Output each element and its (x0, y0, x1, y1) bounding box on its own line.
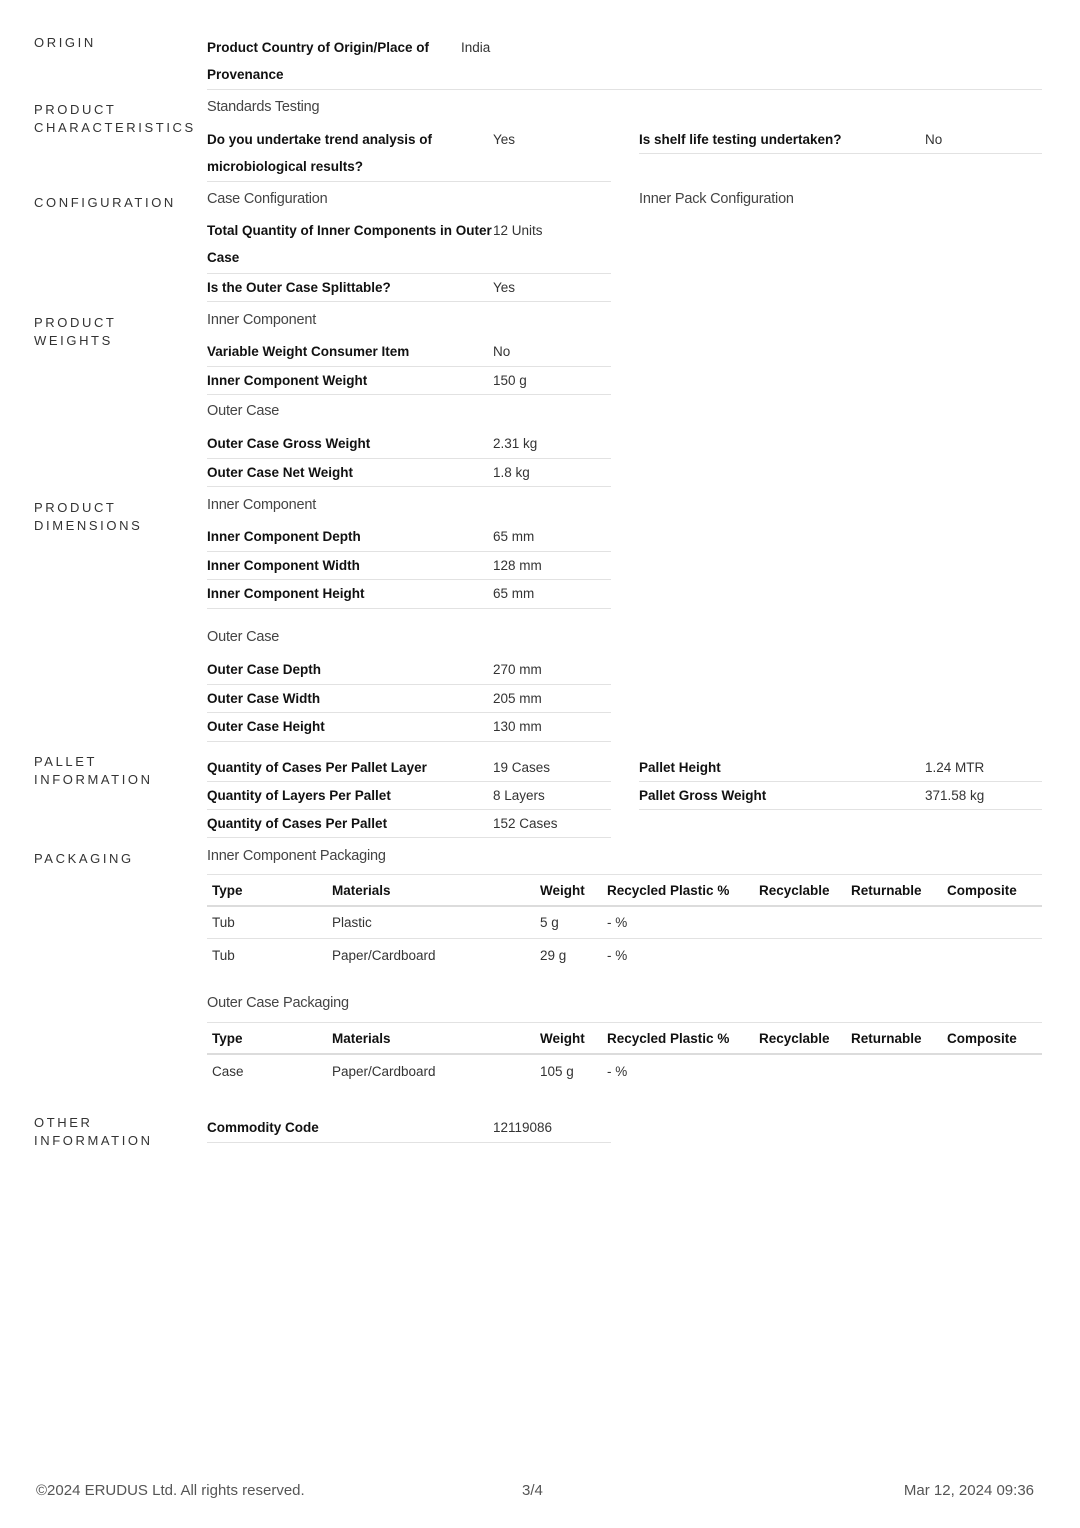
section-label-pallet-information: PALLET INFORMATION (34, 754, 153, 787)
outer-gross-weight-value: 2.31 kg (493, 436, 538, 451)
inner-height-label: Inner Component Height (207, 586, 365, 601)
shelf-life-label: Is shelf life testing undertaken? (639, 132, 842, 147)
layers-per-pallet-label: Quantity of Layers Per Pallet (207, 788, 391, 803)
splittable-label: Is the Outer Case Splittable? (207, 280, 391, 295)
section-label-product-dimensions: PRODUCT DIMENSIONS (34, 500, 143, 533)
inner-depth-value: 65 mm (493, 529, 535, 544)
outer-packaging-table (207, 1022, 1042, 1087)
cases-per-layer-value: 19 Cases (493, 760, 551, 775)
column-header-weight: Weight (540, 1030, 585, 1046)
inner-weight-value: 150 g (493, 373, 527, 388)
column-header-composite: Composite (947, 882, 1017, 898)
footer-date: Mar 12, 2024 09:36 (903, 1482, 1034, 1499)
inner-component-packaging-heading: Inner Component Packaging (207, 848, 386, 864)
cell-weight: 29 g (540, 947, 567, 963)
variable-weight-row (207, 338, 611, 367)
layers-per-pallet-row (207, 782, 611, 810)
section-label-product-weights: PRODUCT WEIGHTS (34, 315, 117, 348)
column-header-recyclable: Recyclable (759, 1030, 830, 1046)
column-header-type: Type (212, 1030, 243, 1046)
outer-depth-label: Outer Case Depth (207, 662, 322, 677)
inner-width-row (207, 552, 611, 580)
cell-recycled-plastic: - % (607, 915, 628, 930)
column-header-materials: Materials (332, 882, 391, 898)
pallet-height-label: Pallet Height (639, 760, 721, 775)
layers-per-pallet-value: 8 Layers (493, 788, 545, 803)
commodity-code-value: 12119086 (493, 1120, 553, 1135)
splittable-value: Yes (493, 280, 516, 295)
inner-weight-row (207, 367, 611, 395)
inner-width-value: 128 mm (493, 558, 542, 573)
column-header-materials: Materials (332, 1030, 391, 1046)
footer-copyright: ©2024 ERUDUS Ltd. All rights reserved. (36, 1482, 305, 1499)
cell-type: Case (212, 1063, 244, 1079)
pallet-gross-weight-value: 371.58 kg (925, 788, 985, 803)
inner-height-value: 65 mm (493, 586, 535, 601)
cell-materials: Plastic (332, 915, 372, 930)
section-label-product-characteristics: PRODUCT CHARACTERISTICS (34, 102, 196, 135)
outer-width-row (207, 685, 611, 713)
inner-weight-label: Inner Component Weight (207, 373, 368, 388)
total-quantity-row (207, 217, 611, 274)
inner-depth-row (207, 523, 611, 552)
table-row (207, 907, 1042, 939)
cases-per-pallet-label: Quantity of Cases Per Pallet (207, 816, 388, 831)
pallet-gross-weight-row (639, 782, 1042, 810)
cases-per-pallet-row (207, 810, 611, 838)
weights-outer-case-heading: Outer Case (207, 403, 280, 419)
weights-inner-component-heading: Inner Component (207, 312, 317, 328)
total-quantity-value: 12 Units (493, 223, 543, 238)
variable-weight-value: No (493, 344, 511, 359)
cell-type: Tub (212, 915, 235, 930)
cell-weight: 5 g (540, 915, 559, 930)
section-label-other-information: OTHER INFORMATION (34, 1115, 153, 1148)
variable-weight-label: Variable Weight Consumer Item (207, 344, 410, 359)
commodity-code-label: Commodity Code (207, 1120, 319, 1135)
pallet-height-value: 1.24 MTR (925, 760, 985, 775)
outer-gross-weight-row (207, 430, 611, 459)
total-quantity-label: Total Quantity of Inner Components in Outer Case (207, 223, 492, 265)
trend-analysis-value: Yes (493, 132, 516, 147)
shelf-life-value: No (925, 132, 943, 147)
footer-page-number: 3/4 (522, 1482, 543, 1499)
inner-height-row (207, 580, 611, 609)
origin-country-row (207, 34, 1042, 90)
pallet-height-row (639, 754, 1042, 782)
case-configuration-heading: Case Configuration (207, 191, 328, 207)
cell-type: Tub (212, 947, 235, 963)
inner-depth-label: Inner Component Depth (207, 529, 361, 544)
cases-per-layer-row (207, 754, 611, 782)
column-header-returnable: Returnable (851, 882, 922, 898)
section-label-origin: ORIGIN (34, 35, 96, 50)
cell-materials: Paper/Cardboard (332, 947, 436, 963)
inner-pack-configuration-heading: Inner Pack Configuration (639, 191, 794, 207)
outer-net-weight-label: Outer Case Net Weight (207, 465, 354, 480)
outer-width-label: Outer Case Width (207, 691, 321, 706)
cases-per-pallet-value: 152 Cases (493, 816, 558, 831)
outer-height-label: Outer Case Height (207, 719, 325, 734)
column-header-recycled-plastic: Recycled Plastic % (607, 882, 730, 898)
outer-height-row (207, 713, 611, 742)
inner-packaging-table (207, 874, 1042, 971)
commodity-code-row (207, 1114, 611, 1143)
table-header (207, 1022, 1042, 1055)
column-header-recycled-plastic: Recycled Plastic % (607, 1030, 730, 1046)
table-row (207, 939, 1042, 971)
table-row (207, 1055, 1042, 1087)
outer-height-value: 130 mm (493, 719, 542, 734)
outer-width-value: 205 mm (493, 691, 542, 706)
cell-materials: Paper/Cardboard (332, 1063, 436, 1079)
outer-gross-weight-label: Outer Case Gross Weight (207, 436, 371, 451)
dimensions-inner-component-heading: Inner Component (207, 497, 317, 513)
section-label-packaging: PACKAGING (34, 851, 134, 866)
trend-analysis-label: Do you undertake trend analysis of microbiological results? (207, 132, 433, 174)
outer-depth-value: 270 mm (493, 662, 542, 677)
section-label-configuration: CONFIGURATION (34, 195, 176, 210)
outer-net-weight-row (207, 459, 611, 487)
origin-country-label: Product Country of Origin/Place of Provenance (207, 40, 430, 82)
outer-case-packaging-heading: Outer Case Packaging (207, 995, 349, 1011)
origin-country-value: India (461, 40, 491, 55)
outer-depth-row (207, 656, 611, 685)
column-header-weight: Weight (540, 882, 585, 898)
column-header-type: Type (212, 882, 243, 898)
dimensions-outer-case-heading: Outer Case (207, 629, 280, 645)
pallet-gross-weight-label: Pallet Gross Weight (639, 788, 767, 803)
column-header-recyclable: Recyclable (759, 882, 830, 898)
splittable-row (207, 274, 611, 302)
standards-testing-heading: Standards Testing (207, 99, 320, 115)
table-header (207, 874, 1042, 907)
shelf-life-row (639, 126, 1042, 154)
cases-per-layer-label: Quantity of Cases Per Pallet Layer (207, 760, 427, 775)
outer-net-weight-value: 1.8 kg (493, 465, 530, 480)
cell-weight: 105 g (540, 1063, 574, 1079)
trend-analysis-row (207, 126, 611, 182)
column-header-returnable: Returnable (851, 1030, 922, 1046)
cell-recycled-plastic: - % (607, 1063, 628, 1079)
column-header-composite: Composite (947, 1030, 1017, 1046)
inner-width-label: Inner Component Width (207, 558, 360, 573)
cell-recycled-plastic: - % (607, 947, 628, 963)
